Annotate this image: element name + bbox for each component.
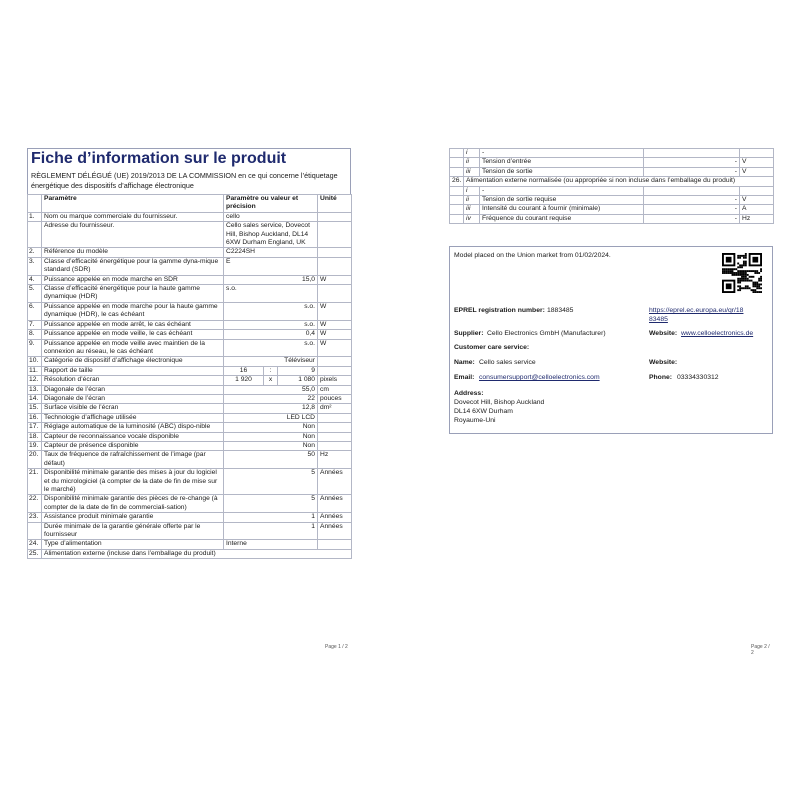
row-number [450,149,464,158]
table-row [28,248,352,257]
row-label: Capteur de présence disponible [42,441,224,450]
row-value: - [644,196,740,205]
row-number [450,158,464,167]
table-row [28,495,352,513]
spec-table-continued [449,148,774,224]
row-value: 5 [224,469,318,495]
row-unit: W [318,275,352,284]
address-line: Royaume-Uni [454,417,496,424]
row-unit [318,285,352,303]
table-row [28,275,352,284]
eprel-link-cont[interactable]: 83485 [649,316,668,323]
row-unit: Hz [740,214,774,223]
row-unit [318,441,352,450]
customer-care-label: Customer care service: [454,344,530,351]
table-row [28,451,352,469]
row-unit: V [740,158,774,167]
row-value: - [644,205,740,214]
row-value: s.o. [224,339,318,357]
datasheet-page-1 [27,148,351,653]
row-value-b: 1 080 [278,376,318,385]
row-number: 2. [28,248,42,257]
row-label: Résolution d’écran [42,376,224,385]
row-number: 10. [28,357,42,366]
row-number: 1. [28,212,42,221]
row-number: 12. [28,376,42,385]
row-value: 0,4 [224,330,318,339]
row-roman: i [464,186,480,195]
header-unit: Unité [318,195,352,213]
row-unit [318,257,352,275]
row-value-a: 1 920 [224,376,264,385]
row-value: 1 [224,522,318,540]
row-value: - [644,158,740,167]
row-label: Disponibilité minimale garantie des pièces de re-change (à compter de la date de fin de commerciali-sation) [42,495,224,513]
table-row [450,186,774,195]
datasheet-page-2 [449,148,773,656]
row-label: Taux de fréquence de rafraîchissement de l’image (par défaut) [42,451,224,469]
table-row [28,285,352,303]
row-roman: iii [464,205,480,214]
row-roman: i [464,149,480,158]
row-value: s.o. [224,285,318,303]
row-unit [318,212,352,221]
row-label: Durée minimale de la garantie générale offerte par le fournisseur [42,522,224,540]
row-unit: dm² [318,404,352,413]
row-roman: ii [464,196,480,205]
row-label: Fréquence du courant requise [480,214,644,223]
market-date: Model placed on the Union market from 01/02/2024. [454,252,611,259]
row-label: Intensité du courant à fournir (minimale) [480,205,644,214]
table-row [450,196,774,205]
table-row [28,339,352,357]
row-label: Alimentation externe normalisée (ou appropriée si non incluse dans l’emballage du produit) [464,177,774,186]
row-roman: iv [464,214,480,223]
row-label: Nom ou marque commerciale du fournisseur. [42,212,224,221]
row-number: 7. [28,320,42,329]
row-value: 22 [224,394,318,403]
row-value-b: 9 [278,366,318,375]
row-unit: cm [318,385,352,394]
table-row [28,366,352,375]
row-label: - [480,149,644,158]
row-value [644,186,740,195]
row-unit: W [318,320,352,329]
table-row [450,149,774,158]
table-row [28,212,352,221]
row-number: 3. [28,257,42,275]
row-value: Non [224,441,318,450]
row-label: Puissance appelée en mode marche en SDR [42,275,224,284]
care-name-value: Cello sales service [479,359,536,366]
row-label: Diagonale de l’écran [42,394,224,403]
row-number: 6. [28,302,42,320]
table-row [28,222,352,248]
row-label: Référence du modèle [42,248,224,257]
row-unit: W [318,302,352,320]
row-label: Puissance appelée en mode marche pour la haute gamme dynamique (HDR), le cas échéant [42,302,224,320]
row-label: Réglage automatique de la luminosité (ABC) dispo-nible [42,423,224,432]
row-roman: iii [464,167,480,176]
table-row [28,257,352,275]
supplier-info-box [449,246,773,434]
row-unit: W [318,339,352,357]
row-value: 50 [224,451,318,469]
row-label: Rapport de taille [42,366,224,375]
table-row [450,214,774,223]
table-row [28,540,352,549]
table-row [28,441,352,450]
row-number: 11. [28,366,42,375]
header-param: Paramètre [42,195,224,213]
spec-table [27,194,352,559]
table-row [28,330,352,339]
row-unit: W [318,330,352,339]
row-unit [318,432,352,441]
row-unit: Années [318,513,352,522]
qr-code[interactable] [722,253,762,293]
row-value: Téléviseur [224,357,318,366]
row-label: Assistance produit minimale garantie [42,513,224,522]
row-number [450,196,464,205]
row-value: cello [224,212,318,221]
table-row [28,302,352,320]
row-number [28,522,42,540]
row-unit [318,540,352,549]
row-number: 8. [28,330,42,339]
website-label: Website: [649,330,678,337]
document-subtitle: RÈGLEMENT DÉLÉGUÉ (UE) 2019/2013 DE LA COMMISSION en ce qui concerne l’étiquetage énergétique des dispositifs d’affichage électronique [31,171,338,190]
row-value: 5 [224,495,318,513]
email-link[interactable]: consumersupport@celloelectronics.com [479,374,600,381]
table-row [28,320,352,329]
row-number: 26. [450,177,464,186]
address-label: Address: [454,390,484,397]
row-unit: Hz [318,451,352,469]
table-row [28,432,352,441]
address-line: DL14 6XW Durham [454,408,513,415]
row-label: Technologie d’affichage utilisée [42,413,224,422]
row-number: 20. [28,451,42,469]
row-unit: Années [318,469,352,495]
row-number [28,222,42,248]
row-label: Puissance appelée en mode veille avec maintien de la connexion au réseau, le cas échéant [42,339,224,357]
table-row [28,549,352,558]
table-row [28,357,352,366]
row-value: 12,8 [224,404,318,413]
row-label: Alimentation externe (incluse dans l’emballage du produit) [42,549,352,558]
row-number: 13. [28,385,42,394]
row-value: Non [224,432,318,441]
row-number: 17. [28,423,42,432]
row-label: Tension d’entrée [480,158,644,167]
row-label: Puissance appelée en mode arrêt, le cas échéant [42,320,224,329]
table-row [28,413,352,422]
row-label: Surface visible de l’écran [42,404,224,413]
row-value [644,149,740,158]
row-unit [740,186,774,195]
row-unit: Années [318,522,352,540]
row-label: Tension de sortie requise [480,196,644,205]
table-row [28,469,352,495]
row-value: Non [224,423,318,432]
title-block [27,148,351,195]
row-number: 14. [28,394,42,403]
eprel-link[interactable]: https://eprel.ec.europa.eu/qr/18 [649,307,744,314]
phone-label: Phone: [649,374,673,381]
supplier-name: Cello Electronics GmbH (Manufacturer) [487,330,606,337]
row-number: 4. [28,275,42,284]
row-number: 23. [28,513,42,522]
row-value: s.o. [224,320,318,329]
row-unit [318,423,352,432]
row-value: - [644,167,740,176]
row-value: LED LCD [224,413,318,422]
row-number [450,214,464,223]
row-number [450,186,464,195]
row-number: 18. [28,432,42,441]
row-number [450,205,464,214]
row-label: Type d’alimentation [42,540,224,549]
table-header-row [28,195,352,213]
eprel-number: 1883485 [547,307,574,314]
table-row [28,522,352,540]
row-unit: V [740,196,774,205]
table-row [28,376,352,385]
document-title: Fiche d’information sur le produit [31,150,287,167]
table-row [28,385,352,394]
row-label: Diagonale de l’écran [42,385,224,394]
email-label: Email: [454,374,475,381]
row-label: Capteur de reconnaissance vocale disponible [42,432,224,441]
row-number: 22. [28,495,42,513]
row-unit: V [740,167,774,176]
row-number: 9. [28,339,42,357]
row-label: - [480,186,644,195]
row-roman: ii [464,158,480,167]
table-row [28,404,352,413]
table-row [28,423,352,432]
row-value: - [644,214,740,223]
row-unit [318,248,352,257]
table-row [450,167,774,176]
row-unit: Années [318,495,352,513]
row-number: 21. [28,469,42,495]
row-label: Classe d’efficacité énergétique pour la gamme dyna-mique standard (SDR) [42,257,224,275]
row-unit [740,149,774,158]
row-unit: A [740,205,774,214]
row-number: 15. [28,404,42,413]
row-value-sep: : [264,366,278,375]
row-value-a: 16 [224,366,264,375]
row-number: 5. [28,285,42,303]
row-unit: pixels [318,376,352,385]
row-unit: pouces [318,394,352,403]
eprel-label: EPREL registration number: [454,307,545,314]
row-value: 15,0 [224,275,318,284]
row-value: 55,0 [224,385,318,394]
page-number: Page 1 / 2 [325,644,348,650]
supplier-label: Supplier: [454,330,484,337]
row-value: Interne [224,540,318,549]
header-value: Paramètre ou valeur et précision [224,195,318,213]
row-unit [318,366,352,375]
address-line: Dovecot Hill, Bishop Auckland [454,399,545,406]
phone-value: 03334330312 [677,374,719,381]
row-label: Adresse du fournisseur. [42,222,224,248]
table-row [450,205,774,214]
row-number: 24. [28,540,42,549]
row-number [450,167,464,176]
row-number: 19. [28,441,42,450]
row-number: 25. [28,549,42,558]
row-value: E [224,257,318,275]
row-number: 16. [28,413,42,422]
row-label: Disponibilité minimale garantie des mises à jour du logiciel et du micrologiciel (à compter de la date de fin de mise sur le marché) [42,469,224,495]
table-row [450,158,774,167]
care-name-label: Name: [454,359,475,366]
table-row [28,513,352,522]
row-label: Catégorie de dispositif d’affichage électronique [42,357,224,366]
row-unit [318,413,352,422]
table-row [28,394,352,403]
row-value: C2224SH [224,248,318,257]
row-label: Tension de sortie [480,167,644,176]
page-number: Page 2 / 2 [751,644,770,656]
row-value: 1 [224,513,318,522]
row-value-sep: x [264,376,278,385]
row-unit [318,357,352,366]
row-unit [318,222,352,248]
website-link[interactable]: www.celloelectronics.de [681,330,754,337]
row-value: Cello sales service, Dovecot Hill, Bishop Auckland, DL14 6XW Durham England, UK [224,222,318,248]
row-label: Classe d’efficacité énergétique pour la haute gamme dynamique (HDR) [42,285,224,303]
table-row [450,177,774,186]
row-value: s.o. [224,302,318,320]
care-website-label: Website: [649,359,678,366]
row-label: Puissance appelée en mode veille, le cas échéant [42,330,224,339]
